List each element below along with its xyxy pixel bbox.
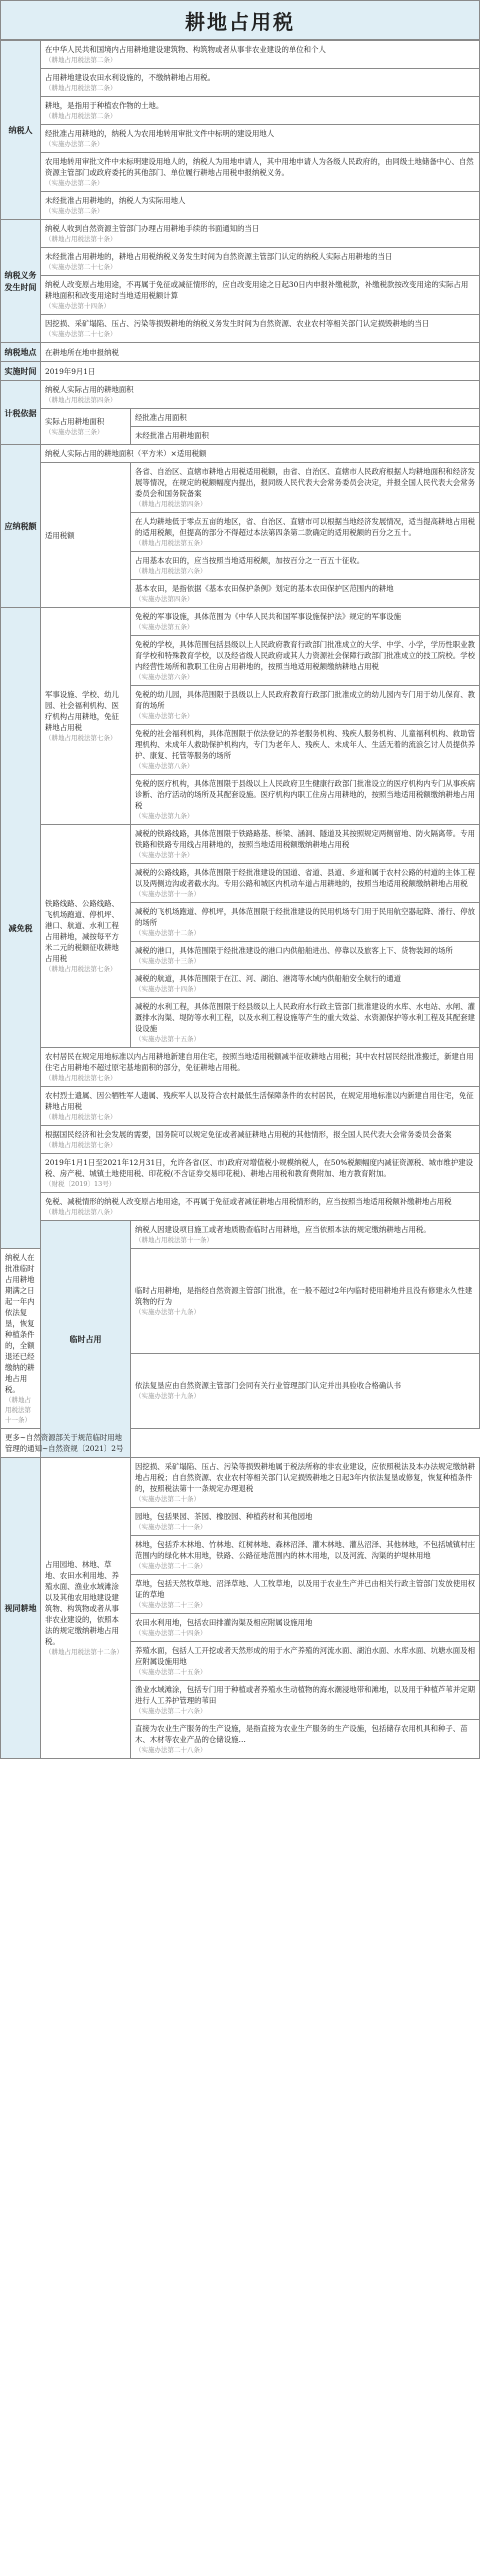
tax-basis-actual-area: 实际占用耕地面积 （实施办法第三条） (41, 409, 131, 445)
section-header-taxpayer: 纳税人 (1, 41, 41, 220)
section-header-temporary: 临时占用 (41, 1221, 131, 1458)
exemption-item: 免税的社会福利机构，具体范围限于依法登记的养老服务机构、残疾人服务机构、儿童福利机构、救助管理机构、未成年人救助保护机构内，专门为老年人、残疾人、未成年人、生活无着的流浪乞讨人员提供养护、康复、托管等服务的场所 （实施办法第八条） (131, 725, 480, 775)
taxpayer-item: 经批准占用耕地的，纳税人为农用地转用审批文件中标明的建设用地人 （实施办法第二条） (41, 125, 480, 153)
tax-payable-item: 占用基本农田的，应当按照当地适用税额，加按百分之一百五十征收。 （耕地占用税法第六条） (131, 552, 480, 580)
obligation-item: 纳税人收到自然资源主管部门办理占用耕地手续的书面通知的当日 （耕地占用税法第十条） (41, 220, 480, 248)
exemption-item: 农村烈士遗属、因公牺牲军人遗属、残疾军人以及符合农村最低生活保障条件的农村居民，在规定用地标准以内新建自用住宅，免征耕地占用税 （耕地占用税法第七条） (41, 1087, 480, 1126)
exemption-item: 根据国民经济和社会发展的需要，国务院可以规定免征或者减征耕地占用税的其他情形，报全国人民代表大会常务委员会备案 （耕地占用税法第七条） (41, 1126, 480, 1154)
taxpayer-item: 耕地，是指用于种植农作物的土地。 （耕地占用税法第二条） (41, 97, 480, 125)
section-header-effective-date: 实施时间 (1, 362, 41, 381)
tax-basis-unapproved: 未经批准占用耕地面积 (131, 427, 480, 445)
exemption-item: 免税的军事设施，具体范围为《中华人民共和国军事设施保护法》规定的军事设施 （实施办法第五条） (131, 608, 480, 636)
temporary-note-link[interactable]: 更多~自然资源部关于规范临时用地管理的通知~自然资规〔2021〕2号 (1, 1429, 131, 1458)
tax-payable-rate-label: 适用税额 (41, 463, 131, 608)
exemption-item: 减税的航道，具体范围限于在江、河、湖泊、港湾等水域内供船舶安全航行的通道 （实施办法第十四条） (131, 970, 480, 998)
obligation-item: 因挖损、采矿塌陷、压占、污染等损毁耕地的纳税义务发生时间为自然资源、农业农村等相关部门认定损毁耕地的当日 （实施办法第二十七条） (41, 315, 480, 343)
taxpayer-item: 未经批准占用耕地的，纳税人为实际用地人 （实施办法第二条） (41, 192, 480, 220)
page-title: 耕地占用税 (0, 0, 480, 40)
deemed-item: 养殖水面，包括人工开挖或者天然形成的用于水产养殖的河流水面、湖泊水面、水库水面、坑塘水面及相应附属设施用地 （实施办法第二十五条） (131, 1642, 480, 1681)
deemed-item: 园地，包括果园、茶园、橡胶园、种植药材和其他园地 （实施办法第二十一条） (131, 1508, 480, 1536)
taxpayer-item: 占用耕地建设农田水利设施的，不缴纳耕地占用税。 （耕地占用税法第二条） (41, 69, 480, 97)
section-header-tax-payable: 应纳税额 (1, 445, 41, 608)
exemption-item: 减税的公路线路，具体范围限于经批准建设的国道、省道、县道、乡道和属于农村公路的村道的主体工程以及两侧边沟或者截水沟。专用公路和城区内机动车道占用耕地的，按照当地适用税额缴纳耕地占用税 （实施办法第十一条） (131, 864, 480, 903)
exemption-item: 免税、减税情形的纳税人改变原占地用途，不再属于免征或者减征耕地占用税情形的，应当按照当地适用税额补缴耕地占用税 （耕地占用税法第八条） (41, 1193, 480, 1221)
deemed-item: 因挖损、采矿塌陷、压占、污染等损毁耕地属于税法所称的非农业建设，应依照税法及本办法规定缴纳耕地占用税；自自然资源、农业农村等相关部门认定损毁耕地之日起3年内依法复垦或修复，恢复种植条件的，按照税法第十一条规定办理退税 （实施办法第二十条） (131, 1458, 480, 1508)
section-header-exemption: 减免税 (1, 608, 41, 1249)
section-header-obligation-time: 纳税义务发生时间 (1, 220, 41, 343)
exemption-item: 减税的飞机场跑道、停机坪，具体范围限于经批准建设的民用机场专门用于民用航空器起降、滑行、停放的场所 （实施办法第十二条） (131, 903, 480, 942)
exemption-item: 减税的港口，具体范围限于经批准建设的港口内供船舶进出、停靠以及旅客上下、货物装卸的场所 （实施办法第十三条） (131, 942, 480, 970)
section-header-deemed: 视同耕地 (1, 1458, 41, 1759)
taxpayer-item: 在中华人民共和国境内占用耕地建设建筑物、构筑物或者从事非农业建设的单位和个人 （耕地占用税法第二条） (41, 41, 480, 69)
obligation-item: 纳税人改变原占地用途，不再属于免征或减征情形的，应自改变用途之日起30日内申报补缴税款，补缴税款按改变用途的实际占用耕地面积和改变用途时当地适用税额计算 （实施办法第十四条） (41, 276, 480, 315)
exemption-item: 减税的水利工程，具体范围限于经县级以上人民政府水行政主管部门批准建设的水库、水电站、水闸、灌溉排水沟渠、堤防等水利工程，以及水利工程设施等产生的重大效益、水资源保护等水利工程及其配套建设设施 （实施办法第十五条） (131, 998, 480, 1048)
exemption-rural: 农村居民在规定用地标准以内占用耕地新建自用住宅，按照当地适用税额减半征收耕地占用税；其中农村居民经批准搬迁，新建自用住宅占用耕地不超过原宅基地面积的部分，免征耕地占用税。 （耕地占用税法第七条） (41, 1048, 480, 1087)
obligation-item: 未经批准占用耕地的，耕地占用税纳税义务发生时间为自然资源主管部门认定的纳税人实际占用耕地的当日 （实施办法第二十七条） (41, 248, 480, 276)
deemed-item: 林地，包括乔木林地、竹林地、红树林地、森林沼泽、灌木林地、灌丛沼泽、其他林地，不包括城镇村庄范围内的绿化林木用地，铁路、公路征地范围内的林木用地，以及河流、沟渠的护堤林用地 （实施办法第二十二条） (131, 1536, 480, 1575)
section-header-tax-location: 纳税地点 (1, 343, 41, 362)
tax-payable-formula: 纳税人实际占用的耕地面积（平方米）×适用税额 (41, 445, 480, 463)
temporary-refund: 纳税人在批准临时占用耕地期满之日起一年内依法复垦，恢复种植条件的，全额退还已经缴纳的耕地占用税。 （耕地占用税法第十一条） (1, 1249, 41, 1429)
deemed-item: 农田水利用地，包括农田排灌沟渠及相应附属设施用地 （实施办法第二十四条） (131, 1614, 480, 1642)
effective-date-value: 2019年9月1日 (41, 362, 480, 381)
tax-basis-main: 纳税人实际占用的耕地面积 （耕地占用税法第四条） (41, 381, 480, 409)
exemption-military: 军事设施、学校、幼儿园、社会福利机构、医疗机构占用耕地，免征耕地占用税 （耕地占用税法第七条） (41, 608, 131, 825)
exemption-item: 减税的铁路线路，具体范围限于铁路路基、桥梁、涵洞、隧道及其按照规定两侧留地、防火隔离带。专用铁路和铁路专用线占用耕地的，按照当地适用税额缴纳耕地占用税 （实施办法第十条） (131, 825, 480, 864)
exemption-transport: 铁路线路、公路线路、飞机场跑道、停机坪、港口、航道、水利工程占用耕地，减按每平方米二元的税额征收耕地占用税 （耕地占用税法第七条） (41, 825, 131, 1048)
deemed-main: 占用园地、林地、草地、农田水利用地、养殖水面、渔业水域滩涂以及其他农用地建设建筑物、构筑物或者从事非农业建设的，依照本法的规定缴纳耕地占用税。 （耕地占用税法第十二条） (41, 1458, 131, 1759)
section-header-tax-basis: 计税依据 (1, 381, 41, 445)
exemption-item: 免税的医疗机构，具体范围限于县级以上人民政府卫生健康行政部门批准设立的医疗机构内专门从事疾病诊断、治疗活动的场所及其配套设施。医疗机构内职工住房占用耕地的，按照当地适用税额缴纳耕地占用税 （实施办法第九条） (131, 775, 480, 825)
exemption-item: 2019年1月1日至2021年12月31日，允许各省(区、市)政府对增值税小规模纳税人，在50%税额幅度内减征资源税、城市维护建设税、房产税、城镇土地使用税、印花税(不含证券交易印花税)、耕地占用税和教育费附加、地方教育附加。 （财税〔2019〕13号） (41, 1154, 480, 1193)
tax-payable-item: 基本农田，是指依据《基本农田保护条例》划定的基本农田保护区范围内的耕地 （实施办法第四条） (131, 580, 480, 608)
deemed-item: 草地，包括天然牧草地、沼泽草地、人工牧草地，以及用于农业生产并已由相关行政主管部门发放使用权证的草地 （实施办法第二十三条） (131, 1575, 480, 1614)
tax-payable-item: 各省、自治区、直辖市耕地占用税适用税额，由省、自治区、直辖市人民政府根据人均耕地面积和经济发展等情况，在规定的税额幅度内提出，报同级人民代表大会常务委员会决定，并报全国人民代表大会常务委员会和国务院备案 （耕地占用税法第四条） (131, 463, 480, 513)
tax-location-value: 在耕地所在地申报纳税 (41, 343, 480, 362)
exemption-item: 免税的学校，具体范围包括县级以上人民政府教育行政部门批准成立的大学、中学、小学，学历性职业教育学校和特殊教育学校，以及经省级人民政府或其人力资源社会保障行政部门批准成立的技工院校。学校内经营性场所和教职工住房占用耕地的，按照当地适用税额缴纳耕地占用税 （实施办法第六条） (131, 636, 480, 686)
exemption-item: 免税的幼儿园，具体范围限于县级以上人民政府教育行政部门批准成立的幼儿园内专门用于幼儿保育、教育的场所 （实施办法第七条） (131, 686, 480, 725)
deemed-item: 直接为农业生产服务的生产设施，是指直接为农业生产服务的生产设施，包括储存农用机具和种子、苗木、木材等农业产品的仓储设施… （实施办法第二十八条） (131, 1720, 480, 1759)
taxpayer-item: 农用地转用审批文件中未标明建设用地人的，纳税人为用地申请人，其中用地申请人为各级人民政府的，由同级土地储备中心、自然资源主管部门或政府委托的其他部门、单位履行耕地占用税申报纳税义务。 （实施办法第二条） (41, 153, 480, 192)
temporary-main: 纳税人因建设项目施工或者地质勘查临时占用耕地，应当依照本法的规定缴纳耕地占用税。 （耕地占用税法第十一条） (131, 1221, 480, 1249)
tax-table (0, 40, 480, 1759)
tax-payable-item: 在人均耕地低于零点五亩的地区，省、自治区、直辖市可以根据当地经济发展情况，适当提高耕地占用税的适用税额，但提高的部分不得超过本法第四条第二款确定的适用税额的百分之五十。 （耕地占用税法第五条） (131, 513, 480, 552)
temporary-item: 临时占用耕地，是指经自然资源主管部门批准，在一般不超过2年内临时使用耕地并且没有修建永久性建筑物的行为 （实施办法第十九条） (131, 1249, 480, 1354)
tax-basis-approved: 经批准占用面积 (131, 409, 480, 427)
deemed-item: 渔业水域滩涂，包括专门用于种植或者养殖水生动植物的海水潮浸地带和滩地，以及用于种植芦苇并定期进行人工养护管理的苇田 （实施办法第二十六条） (131, 1681, 480, 1720)
temporary-item: 依法复垦应由自然资源主管部门会同有关行业管理部门认定并出具验收合格确认书 （实施办法第十九条） (131, 1353, 480, 1428)
